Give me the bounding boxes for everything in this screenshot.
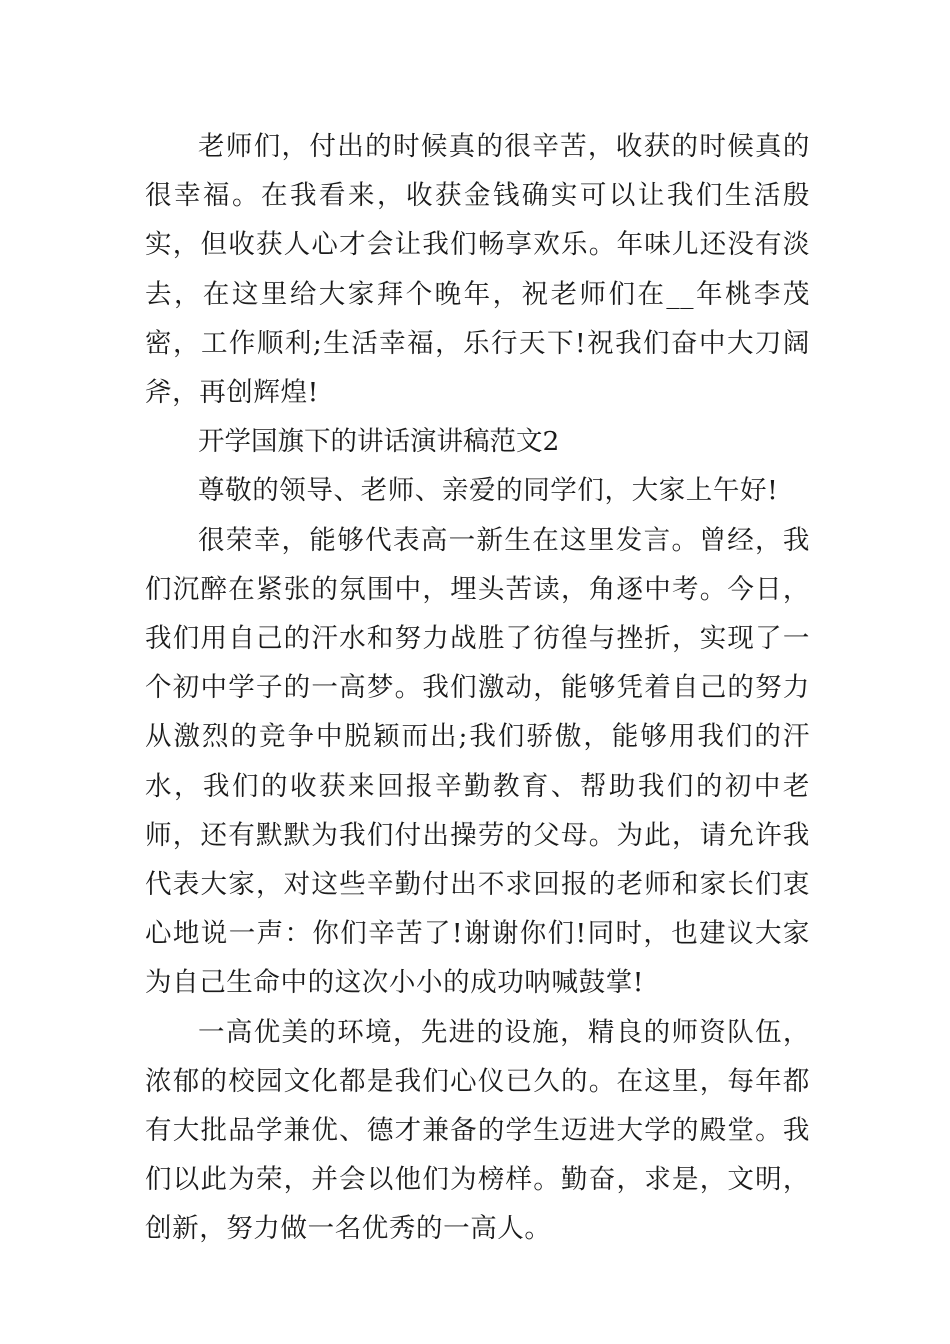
paragraph-introduction: 很荣幸，能够代表高一新生在这里发言。曾经，我们沉醉在紧张的氛围中，埋头苦读，角逐中考。今日，我们用自己的汗水和努力战胜了彷徨与挫折，实现了一个初中学子的一高梦。我们激动，能够凭着自己的努力从激烈的竞争中脱颖而出;我们骄傲，能够用我们的汗水，我们的收获来回报辛勤教育、帮助我们的初中老师，还有默默为我们付出操劳的父母。为此，请允许我代表大家，对这些辛勤付出不求回报的老师和家长们衷心地说一声：你们辛苦了!谢谢你们!同时，也建议大家为自己生命中的这次小小的成功呐喊鼓掌! xyxy=(145,524,810,999)
paragraph-school-environment: 一高优美的环境，先进的设施，精良的师资队伍，浓郁的校园文化都是我们心仪已久的。在这里，每年都有大批品学兼优、德才兼备的学生迈进大学的殿堂。我们以此为荣，并会以他们为榜样。勤奋，求是，文明，创新，努力做一名优秀的一高人。 xyxy=(145,1016,810,1245)
document-body xyxy=(145,122,810,1254)
section-heading: 开学国旗下的讲话演讲稿范文2 xyxy=(198,426,560,458)
paragraph-closing-wishes: 老师们，付出的时候真的很辛苦，收获的时候真的很幸福。在我看来，收获金钱确实可以让我们生活殷实，但收获人心才会让我们畅享欢乐。年味儿还没有淡去，在这里给大家拜个晚年，祝老师们在__年桃李茂密，工作顺利;生活幸福，乐行天下!祝我们奋中大刀阔斧，再创辉煌! xyxy=(145,131,810,409)
paragraph-greeting: 尊敬的领导、老师、亲爱的同学们，大家上午好! xyxy=(198,475,779,507)
